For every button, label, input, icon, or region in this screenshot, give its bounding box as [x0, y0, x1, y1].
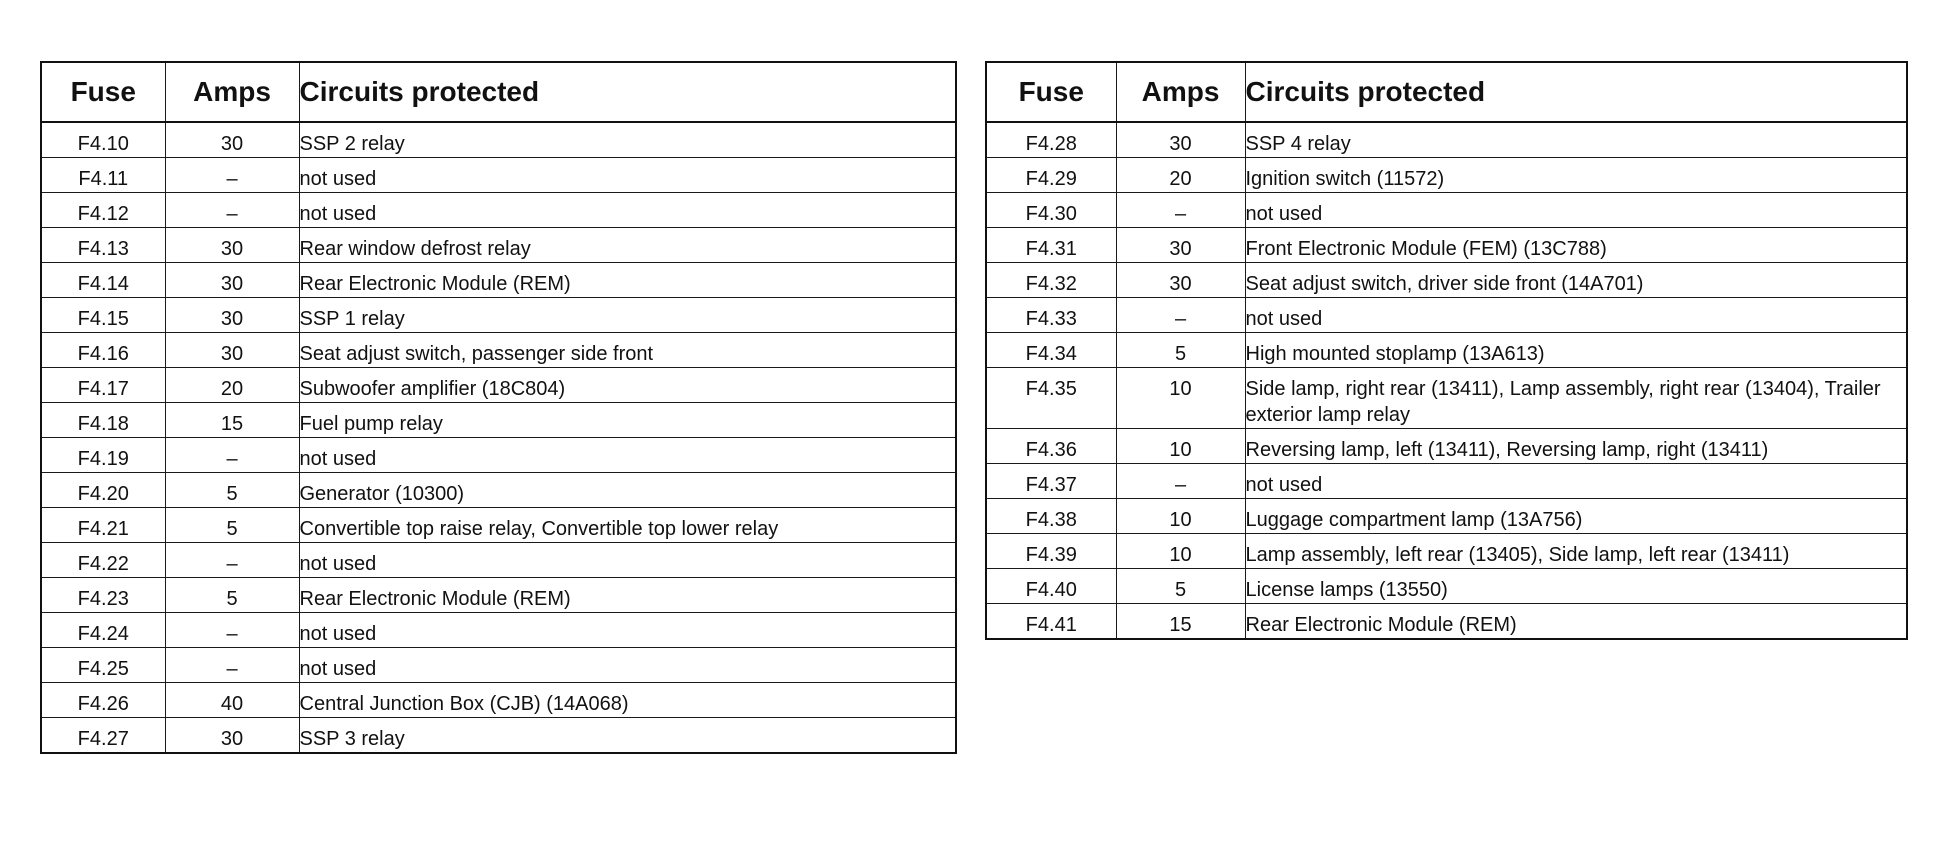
amps-cell: 10: [1116, 368, 1245, 429]
amps-cell: 20: [165, 368, 299, 403]
table-row: [41, 158, 956, 193]
fuse-cell: F4.41: [986, 604, 1116, 640]
fuse-cell: F4.19: [41, 438, 165, 473]
fuse-cell: F4.18: [41, 403, 165, 438]
table-row: [986, 429, 1907, 464]
amps-cell: 30: [1116, 263, 1245, 298]
fuse-cell: F4.38: [986, 499, 1116, 534]
fuse-cell: F4.10: [41, 122, 165, 158]
table-row: [986, 158, 1907, 193]
circuit-cell: not used: [299, 543, 956, 578]
amps-cell: 30: [165, 122, 299, 158]
circuit-cell: Ignition switch (11572): [1245, 158, 1907, 193]
fuse-cell: F4.39: [986, 534, 1116, 569]
amps-cell: 30: [165, 228, 299, 263]
circuit-cell: not used: [299, 613, 956, 648]
header-fuse: Fuse: [986, 62, 1116, 122]
fuse-cell: F4.17: [41, 368, 165, 403]
table-row: [986, 569, 1907, 604]
circuit-cell: Central Junction Box (CJB) (14A068): [299, 683, 956, 718]
fuse-table-left: [40, 61, 957, 754]
table-row: [986, 368, 1907, 429]
fuse-cell: F4.23: [41, 578, 165, 613]
amps-cell: 40: [165, 683, 299, 718]
circuit-cell: Lamp assembly, left rear (13405), Side lamp, left rear (13411): [1245, 534, 1907, 569]
table-row: [986, 298, 1907, 333]
amps-cell: 30: [165, 718, 299, 754]
fuse-cell: F4.12: [41, 193, 165, 228]
table-row: [41, 263, 956, 298]
fuse-cell: F4.11: [41, 158, 165, 193]
fuse-cell: F4.15: [41, 298, 165, 333]
circuit-cell: SSP 4 relay: [1245, 122, 1907, 158]
amps-cell: 5: [165, 473, 299, 508]
amps-cell: 15: [1116, 604, 1245, 640]
amps-cell: 10: [1116, 429, 1245, 464]
amps-cell: 15: [165, 403, 299, 438]
table-row: [986, 228, 1907, 263]
fuse-cell: F4.14: [41, 263, 165, 298]
table-row: [41, 368, 956, 403]
circuit-cell: not used: [299, 438, 956, 473]
header-circuits: Circuits protected: [299, 62, 956, 122]
table-row: [41, 333, 956, 368]
amps-cell: 30: [1116, 122, 1245, 158]
table-row: [986, 333, 1907, 368]
amps-cell: 10: [1116, 499, 1245, 534]
header-row: [41, 62, 956, 122]
circuit-cell: Seat adjust switch, passenger side front: [299, 333, 956, 368]
fuse-cell: F4.26: [41, 683, 165, 718]
amps-cell: 10: [1116, 534, 1245, 569]
circuit-cell: not used: [1245, 298, 1907, 333]
circuit-cell: Rear window defrost relay: [299, 228, 956, 263]
amps-cell: –: [165, 543, 299, 578]
amps-cell: –: [165, 613, 299, 648]
header-amps: Amps: [1116, 62, 1245, 122]
amps-cell: 30: [165, 298, 299, 333]
amps-cell: –: [165, 193, 299, 228]
circuit-cell: not used: [299, 648, 956, 683]
header-amps: Amps: [165, 62, 299, 122]
fuse-cell: F4.13: [41, 228, 165, 263]
table-row: [986, 499, 1907, 534]
circuit-cell: Rear Electronic Module (REM): [299, 578, 956, 613]
table-row: [41, 403, 956, 438]
amps-cell: –: [1116, 464, 1245, 499]
table-row: [986, 534, 1907, 569]
fuse-cell: F4.21: [41, 508, 165, 543]
amps-cell: 5: [165, 508, 299, 543]
amps-cell: 30: [165, 333, 299, 368]
table-row: [41, 543, 956, 578]
table-row: [986, 263, 1907, 298]
fuse-cell: F4.31: [986, 228, 1116, 263]
fuse-cell: F4.34: [986, 333, 1116, 368]
circuit-cell: SSP 1 relay: [299, 298, 956, 333]
fuse-cell: F4.27: [41, 718, 165, 754]
table-row: [41, 193, 956, 228]
table-row: [986, 464, 1907, 499]
fuse-cell: F4.20: [41, 473, 165, 508]
circuit-cell: Fuel pump relay: [299, 403, 956, 438]
header-fuse: Fuse: [41, 62, 165, 122]
amps-cell: 5: [1116, 333, 1245, 368]
circuit-cell: not used: [1245, 464, 1907, 499]
fuse-cell: F4.40: [986, 569, 1116, 604]
circuit-cell: Reversing lamp, left (13411), Reversing lamp, right (13411): [1245, 429, 1907, 464]
amps-cell: 20: [1116, 158, 1245, 193]
fuse-cell: F4.37: [986, 464, 1116, 499]
circuit-cell: High mounted stoplamp (13A613): [1245, 333, 1907, 368]
table-row: [41, 508, 956, 543]
fuse-cell: F4.24: [41, 613, 165, 648]
amps-cell: –: [1116, 298, 1245, 333]
table-row: [41, 718, 956, 754]
circuit-cell: Subwoofer amplifier (18C804): [299, 368, 956, 403]
fuse-cell: F4.33: [986, 298, 1116, 333]
fuse-table-right: [985, 61, 1908, 640]
amps-cell: –: [165, 438, 299, 473]
table-row: [41, 648, 956, 683]
amps-cell: 5: [165, 578, 299, 613]
circuit-cell: Front Electronic Module (FEM) (13C788): [1245, 228, 1907, 263]
fuse-cell: F4.35: [986, 368, 1116, 429]
fuse-cell: F4.32: [986, 263, 1116, 298]
circuit-cell: SSP 3 relay: [299, 718, 956, 754]
amps-cell: –: [1116, 193, 1245, 228]
amps-cell: 5: [1116, 569, 1245, 604]
circuit-cell: Convertible top raise relay, Convertible top lower relay: [299, 508, 956, 543]
table-row: [41, 228, 956, 263]
table-row: [41, 438, 956, 473]
fuse-cell: F4.29: [986, 158, 1116, 193]
table-row: [986, 193, 1907, 228]
circuit-cell: Rear Electronic Module (REM): [299, 263, 956, 298]
table-row: [41, 122, 956, 158]
fuse-cell: F4.28: [986, 122, 1116, 158]
fuse-cell: F4.36: [986, 429, 1116, 464]
table-row: [986, 604, 1907, 640]
header-row: [986, 62, 1907, 122]
fuse-cell: F4.30: [986, 193, 1116, 228]
table-row: [41, 578, 956, 613]
amps-cell: 30: [165, 263, 299, 298]
amps-cell: –: [165, 648, 299, 683]
circuit-cell: License lamps (13550): [1245, 569, 1907, 604]
circuit-cell: Rear Electronic Module (REM): [1245, 604, 1907, 640]
fuse-cell: F4.22: [41, 543, 165, 578]
circuit-cell: not used: [299, 193, 956, 228]
circuit-cell: not used: [1245, 193, 1907, 228]
table-row: [41, 473, 956, 508]
circuit-cell: Luggage compartment lamp (13A756): [1245, 499, 1907, 534]
circuit-cell: Seat adjust switch, driver side front (14A701): [1245, 263, 1907, 298]
circuit-cell: Side lamp, right rear (13411), Lamp assembly, right rear (13404), Trailer exterior lamp relay: [1245, 368, 1907, 429]
amps-cell: –: [165, 158, 299, 193]
table-row: [986, 122, 1907, 158]
header-circuits: Circuits protected: [1245, 62, 1907, 122]
table-row: [41, 298, 956, 333]
fuse-cell: F4.16: [41, 333, 165, 368]
fuse-cell: F4.25: [41, 648, 165, 683]
table-row: [41, 613, 956, 648]
circuit-cell: SSP 2 relay: [299, 122, 956, 158]
table-row: [41, 683, 956, 718]
circuit-cell: Generator (10300): [299, 473, 956, 508]
circuit-cell: not used: [299, 158, 956, 193]
amps-cell: 30: [1116, 228, 1245, 263]
